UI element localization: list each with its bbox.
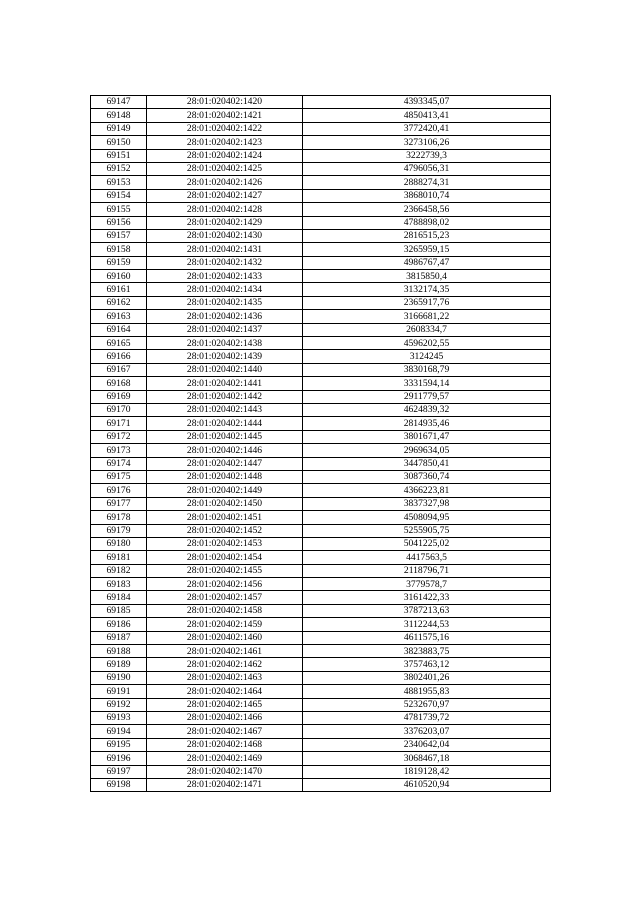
table-row bbox=[91, 122, 551, 135]
table-row bbox=[91, 524, 551, 537]
cadastral-number-cell: 28:01:020402:1424 bbox=[147, 149, 303, 162]
cadastral-number-cell: 28:01:020402:1466 bbox=[147, 711, 303, 724]
table-row bbox=[91, 444, 551, 457]
row-number-cell: 69197 bbox=[91, 765, 147, 778]
table-row bbox=[91, 604, 551, 617]
value-cell: 2118796,71 bbox=[303, 564, 551, 577]
value-cell: 3273106,26 bbox=[303, 136, 551, 149]
row-number-cell: 69155 bbox=[91, 203, 147, 216]
value-cell: 2608334,7 bbox=[303, 323, 551, 336]
value-cell: 4788898,02 bbox=[303, 216, 551, 229]
row-number-cell: 69176 bbox=[91, 484, 147, 497]
cadastral-number-cell: 28:01:020402:1432 bbox=[147, 256, 303, 269]
row-number-cell: 69191 bbox=[91, 685, 147, 698]
table-row bbox=[91, 176, 551, 189]
row-number-cell: 69179 bbox=[91, 524, 147, 537]
cadastral-number-cell: 28:01:020402:1442 bbox=[147, 390, 303, 403]
row-number-cell: 69168 bbox=[91, 377, 147, 390]
table-row bbox=[91, 149, 551, 162]
table-row bbox=[91, 363, 551, 376]
value-cell: 3815850,4 bbox=[303, 270, 551, 283]
row-number-cell: 69160 bbox=[91, 270, 147, 283]
row-number-cell: 69156 bbox=[91, 216, 147, 229]
table-row bbox=[91, 497, 551, 510]
table-row bbox=[91, 631, 551, 644]
table-row bbox=[91, 390, 551, 403]
table-row bbox=[91, 698, 551, 711]
value-cell: 3801671,47 bbox=[303, 430, 551, 443]
value-cell: 1819128,42 bbox=[303, 765, 551, 778]
cadastral-number-cell: 28:01:020402:1447 bbox=[147, 457, 303, 470]
cadastral-number-cell: 28:01:020402:1423 bbox=[147, 136, 303, 149]
value-cell: 5255905,75 bbox=[303, 524, 551, 537]
row-number-cell: 69171 bbox=[91, 417, 147, 430]
value-cell: 3161422,33 bbox=[303, 591, 551, 604]
table-row bbox=[91, 484, 551, 497]
row-number-cell: 69188 bbox=[91, 645, 147, 658]
table-row bbox=[91, 203, 551, 216]
value-cell: 2816515,23 bbox=[303, 229, 551, 242]
cadastral-number-cell: 28:01:020402:1459 bbox=[147, 618, 303, 631]
cadastral-number-cell: 28:01:020402:1450 bbox=[147, 497, 303, 510]
value-cell: 2365917,76 bbox=[303, 296, 551, 309]
value-cell: 3222739,3 bbox=[303, 149, 551, 162]
cadastral-number-cell: 28:01:020402:1449 bbox=[147, 484, 303, 497]
cadastral-number-cell: 28:01:020402:1453 bbox=[147, 537, 303, 550]
table-row bbox=[91, 752, 551, 765]
table-row bbox=[91, 283, 551, 296]
value-cell: 3868010,74 bbox=[303, 189, 551, 202]
value-cell: 3068467,18 bbox=[303, 752, 551, 765]
table-row bbox=[91, 270, 551, 283]
value-cell: 4508094,95 bbox=[303, 511, 551, 524]
row-number-cell: 69158 bbox=[91, 243, 147, 256]
row-number-cell: 69177 bbox=[91, 497, 147, 510]
cadastral-number-cell: 28:01:020402:1464 bbox=[147, 685, 303, 698]
cadastral-number-cell: 28:01:020402:1441 bbox=[147, 377, 303, 390]
row-number-cell: 69174 bbox=[91, 457, 147, 470]
row-number-cell: 69169 bbox=[91, 390, 147, 403]
row-number-cell: 69195 bbox=[91, 738, 147, 751]
row-number-cell: 69172 bbox=[91, 430, 147, 443]
value-cell: 4366223,81 bbox=[303, 484, 551, 497]
row-number-cell: 69186 bbox=[91, 618, 147, 631]
table-row bbox=[91, 470, 551, 483]
value-cell: 3823883,75 bbox=[303, 645, 551, 658]
table-row bbox=[91, 537, 551, 550]
table-row bbox=[91, 310, 551, 323]
row-number-cell: 69151 bbox=[91, 149, 147, 162]
cadastral-number-cell: 28:01:020402:1461 bbox=[147, 645, 303, 658]
row-number-cell: 69175 bbox=[91, 470, 147, 483]
cadastral-number-cell: 28:01:020402:1420 bbox=[147, 96, 303, 109]
cadastral-number-cell: 28:01:020402:1425 bbox=[147, 162, 303, 175]
value-cell: 4986767,47 bbox=[303, 256, 551, 269]
table-row bbox=[91, 591, 551, 604]
cadastral-number-cell: 28:01:020402:1436 bbox=[147, 310, 303, 323]
table-row bbox=[91, 162, 551, 175]
row-number-cell: 69157 bbox=[91, 229, 147, 242]
cadastral-number-cell: 28:01:020402:1445 bbox=[147, 430, 303, 443]
value-cell: 4624839,32 bbox=[303, 403, 551, 416]
cadastral-number-cell: 28:01:020402:1440 bbox=[147, 363, 303, 376]
cadastral-number-cell: 28:01:020402:1446 bbox=[147, 444, 303, 457]
cadastral-number-cell: 28:01:020402:1455 bbox=[147, 564, 303, 577]
row-number-cell: 69147 bbox=[91, 96, 147, 109]
table-row bbox=[91, 323, 551, 336]
table-row bbox=[91, 685, 551, 698]
row-number-cell: 69149 bbox=[91, 122, 147, 135]
cadastral-value-table bbox=[90, 95, 551, 792]
cadastral-number-cell: 28:01:020402:1428 bbox=[147, 203, 303, 216]
cadastral-number-cell: 28:01:020402:1421 bbox=[147, 109, 303, 122]
value-cell: 4796056,31 bbox=[303, 162, 551, 175]
table-row bbox=[91, 618, 551, 631]
value-cell: 5041225,02 bbox=[303, 537, 551, 550]
cadastral-number-cell: 28:01:020402:1463 bbox=[147, 671, 303, 684]
row-number-cell: 69164 bbox=[91, 323, 147, 336]
table-body bbox=[91, 96, 551, 792]
value-cell: 3331594,14 bbox=[303, 377, 551, 390]
cadastral-number-cell: 28:01:020402:1431 bbox=[147, 243, 303, 256]
value-cell: 4611575,16 bbox=[303, 631, 551, 644]
row-number-cell: 69181 bbox=[91, 551, 147, 564]
row-number-cell: 69196 bbox=[91, 752, 147, 765]
cadastral-number-cell: 28:01:020402:1427 bbox=[147, 189, 303, 202]
cadastral-number-cell: 28:01:020402:1448 bbox=[147, 470, 303, 483]
value-cell: 3376203,07 bbox=[303, 725, 551, 738]
cadastral-number-cell: 28:01:020402:1454 bbox=[147, 551, 303, 564]
row-number-cell: 69167 bbox=[91, 363, 147, 376]
row-number-cell: 69182 bbox=[91, 564, 147, 577]
value-cell: 4850413,41 bbox=[303, 109, 551, 122]
value-cell: 3132174,35 bbox=[303, 283, 551, 296]
value-cell: 2888274,31 bbox=[303, 176, 551, 189]
row-number-cell: 69173 bbox=[91, 444, 147, 457]
cadastral-number-cell: 28:01:020402:1443 bbox=[147, 403, 303, 416]
table-row bbox=[91, 564, 551, 577]
value-cell: 3087360,74 bbox=[303, 470, 551, 483]
row-number-cell: 69166 bbox=[91, 350, 147, 363]
cadastral-number-cell: 28:01:020402:1437 bbox=[147, 323, 303, 336]
table-row bbox=[91, 457, 551, 470]
value-cell: 3772420,41 bbox=[303, 122, 551, 135]
row-number-cell: 69185 bbox=[91, 604, 147, 617]
table-row bbox=[91, 430, 551, 443]
row-number-cell: 69194 bbox=[91, 725, 147, 738]
cadastral-number-cell: 28:01:020402:1439 bbox=[147, 350, 303, 363]
cadastral-number-cell: 28:01:020402:1435 bbox=[147, 296, 303, 309]
row-number-cell: 69189 bbox=[91, 658, 147, 671]
row-number-cell: 69161 bbox=[91, 283, 147, 296]
row-number-cell: 69162 bbox=[91, 296, 147, 309]
cadastral-number-cell: 28:01:020402:1426 bbox=[147, 176, 303, 189]
row-number-cell: 69184 bbox=[91, 591, 147, 604]
value-cell: 3779578,7 bbox=[303, 578, 551, 591]
table-row bbox=[91, 671, 551, 684]
table-row bbox=[91, 296, 551, 309]
cadastral-number-cell: 28:01:020402:1460 bbox=[147, 631, 303, 644]
row-number-cell: 69198 bbox=[91, 778, 147, 791]
cadastral-number-cell: 28:01:020402:1422 bbox=[147, 122, 303, 135]
row-number-cell: 69190 bbox=[91, 671, 147, 684]
cadastral-number-cell: 28:01:020402:1452 bbox=[147, 524, 303, 537]
table-row bbox=[91, 403, 551, 416]
cadastral-number-cell: 28:01:020402:1434 bbox=[147, 283, 303, 296]
table-row bbox=[91, 511, 551, 524]
value-cell: 3112244,53 bbox=[303, 618, 551, 631]
row-number-cell: 69152 bbox=[91, 162, 147, 175]
value-cell: 3837327,98 bbox=[303, 497, 551, 510]
row-number-cell: 69163 bbox=[91, 310, 147, 323]
value-cell: 4417563,5 bbox=[303, 551, 551, 564]
table-row bbox=[91, 229, 551, 242]
value-cell: 2340642,04 bbox=[303, 738, 551, 751]
value-cell: 4610520,94 bbox=[303, 778, 551, 791]
table-row bbox=[91, 738, 551, 751]
value-cell: 5232670,97 bbox=[303, 698, 551, 711]
value-cell: 3787213,63 bbox=[303, 604, 551, 617]
table-row bbox=[91, 578, 551, 591]
cadastral-number-cell: 28:01:020402:1430 bbox=[147, 229, 303, 242]
row-number-cell: 69180 bbox=[91, 537, 147, 550]
value-cell: 3757463,12 bbox=[303, 658, 551, 671]
value-cell: 3447850,41 bbox=[303, 457, 551, 470]
cadastral-number-cell: 28:01:020402:1462 bbox=[147, 658, 303, 671]
table-row bbox=[91, 109, 551, 122]
value-cell: 3124245 bbox=[303, 350, 551, 363]
cadastral-number-cell: 28:01:020402:1433 bbox=[147, 270, 303, 283]
table-row bbox=[91, 725, 551, 738]
table-row bbox=[91, 377, 551, 390]
table-row bbox=[91, 645, 551, 658]
table-row bbox=[91, 711, 551, 724]
table-row bbox=[91, 337, 551, 350]
cadastral-number-cell: 28:01:020402:1470 bbox=[147, 765, 303, 778]
cadastral-number-cell: 28:01:020402:1438 bbox=[147, 337, 303, 350]
cadastral-number-cell: 28:01:020402:1469 bbox=[147, 752, 303, 765]
cadastral-number-cell: 28:01:020402:1456 bbox=[147, 578, 303, 591]
value-cell: 2814935,46 bbox=[303, 417, 551, 430]
value-cell: 3802401,26 bbox=[303, 671, 551, 684]
row-number-cell: 69187 bbox=[91, 631, 147, 644]
cadastral-number-cell: 28:01:020402:1457 bbox=[147, 591, 303, 604]
table-row bbox=[91, 765, 551, 778]
cadastral-number-cell: 28:01:020402:1468 bbox=[147, 738, 303, 751]
cadastral-number-cell: 28:01:020402:1465 bbox=[147, 698, 303, 711]
value-cell: 4393345,07 bbox=[303, 96, 551, 109]
table-row bbox=[91, 216, 551, 229]
cadastral-number-cell: 28:01:020402:1467 bbox=[147, 725, 303, 738]
cadastral-number-cell: 28:01:020402:1444 bbox=[147, 417, 303, 430]
table-row bbox=[91, 417, 551, 430]
row-number-cell: 69150 bbox=[91, 136, 147, 149]
value-cell: 2911779,57 bbox=[303, 390, 551, 403]
value-cell: 4881955,83 bbox=[303, 685, 551, 698]
row-number-cell: 69159 bbox=[91, 256, 147, 269]
table-row bbox=[91, 778, 551, 791]
table-row bbox=[91, 189, 551, 202]
table-row bbox=[91, 136, 551, 149]
row-number-cell: 69153 bbox=[91, 176, 147, 189]
value-cell: 2366458,56 bbox=[303, 203, 551, 216]
row-number-cell: 69193 bbox=[91, 711, 147, 724]
cadastral-number-cell: 28:01:020402:1458 bbox=[147, 604, 303, 617]
row-number-cell: 69165 bbox=[91, 337, 147, 350]
cadastral-number-cell: 28:01:020402:1451 bbox=[147, 511, 303, 524]
table-row bbox=[91, 256, 551, 269]
table-row bbox=[91, 96, 551, 109]
row-number-cell: 69178 bbox=[91, 511, 147, 524]
row-number-cell: 69170 bbox=[91, 403, 147, 416]
value-cell: 2969634,05 bbox=[303, 444, 551, 457]
cadastral-number-cell: 28:01:020402:1471 bbox=[147, 778, 303, 791]
value-cell: 4781739,72 bbox=[303, 711, 551, 724]
cadastral-number-cell: 28:01:020402:1429 bbox=[147, 216, 303, 229]
row-number-cell: 69154 bbox=[91, 189, 147, 202]
value-cell: 3166681,22 bbox=[303, 310, 551, 323]
value-cell: 3265959,15 bbox=[303, 243, 551, 256]
table-row bbox=[91, 658, 551, 671]
value-cell: 4596202,55 bbox=[303, 337, 551, 350]
row-number-cell: 69148 bbox=[91, 109, 147, 122]
table-row bbox=[91, 551, 551, 564]
table-row bbox=[91, 243, 551, 256]
value-cell: 3830168,79 bbox=[303, 363, 551, 376]
row-number-cell: 69192 bbox=[91, 698, 147, 711]
table-row bbox=[91, 350, 551, 363]
row-number-cell: 69183 bbox=[91, 578, 147, 591]
